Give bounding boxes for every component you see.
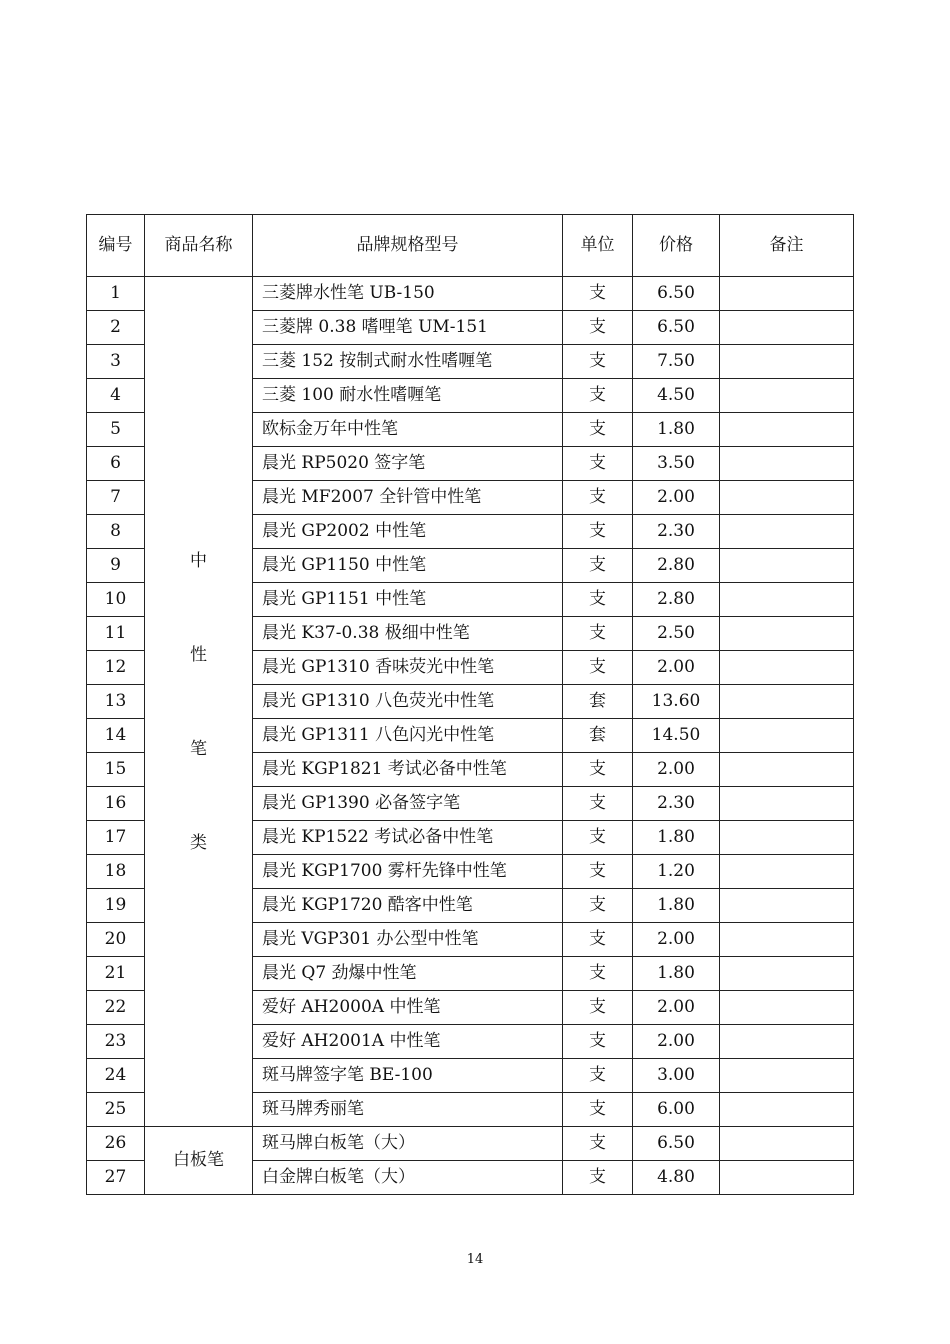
unit: 支: [563, 583, 633, 617]
brand-spec: 晨光 KP1522 考试必备中性笔: [253, 821, 563, 855]
unit: 支: [563, 481, 633, 515]
brand-spec: 晨光 MF2007 全针管中性笔: [253, 481, 563, 515]
row-number: 15: [87, 753, 145, 787]
category-label-vertical: [190, 514, 207, 890]
unit: 套: [563, 719, 633, 753]
brand-spec: 晨光 GP1310 香味荧光中性笔: [253, 651, 563, 685]
unit: 支: [563, 413, 633, 447]
row-number: 25: [87, 1093, 145, 1127]
brand-spec: 晨光 GP2002 中性笔: [253, 515, 563, 549]
price: 6.00: [633, 1093, 720, 1127]
row-number: 26: [87, 1127, 145, 1161]
category-cell: [145, 277, 253, 1127]
brand-spec: 三菱 152 按制式耐水性嗜喱笔: [253, 345, 563, 379]
row-number: 24: [87, 1059, 145, 1093]
brand-spec: 三菱牌 0.38 嗜哩笔 UM-151: [253, 311, 563, 345]
price: 3.00: [633, 1059, 720, 1093]
price: 2.30: [633, 515, 720, 549]
table-header: [87, 215, 854, 277]
brand-spec: 晨光 KGP1700 雾杆先锋中性笔: [253, 855, 563, 889]
brand-spec: 晨光 K37-0.38 极细中性笔: [253, 617, 563, 651]
unit: 支: [563, 889, 633, 923]
row-number: 22: [87, 991, 145, 1025]
unit: 支: [563, 651, 633, 685]
row-number: 12: [87, 651, 145, 685]
header-unit: 单位: [563, 215, 633, 277]
price: 1.80: [633, 889, 720, 923]
row-number: 5: [87, 413, 145, 447]
row-number: 18: [87, 855, 145, 889]
unit: 支: [563, 1093, 633, 1127]
note: [720, 685, 854, 719]
row-number: 20: [87, 923, 145, 957]
unit: 支: [563, 957, 633, 991]
price: 2.00: [633, 1025, 720, 1059]
price: 1.80: [633, 413, 720, 447]
table-body: [87, 277, 854, 1195]
table-row: [87, 277, 854, 311]
price: 14.50: [633, 719, 720, 753]
note: [720, 855, 854, 889]
note: [720, 413, 854, 447]
price: 2.30: [633, 787, 720, 821]
row-number: 17: [87, 821, 145, 855]
brand-spec: 三菱 100 耐水性嗜喱笔: [253, 379, 563, 413]
row-number: 21: [87, 957, 145, 991]
brand-spec: 晨光 GP1311 八色闪光中性笔: [253, 719, 563, 753]
unit: 支: [563, 787, 633, 821]
price: 2.50: [633, 617, 720, 651]
row-number: 6: [87, 447, 145, 481]
price: 2.00: [633, 651, 720, 685]
price: 1.20: [633, 855, 720, 889]
row-number: 16: [87, 787, 145, 821]
brand-spec: 斑马牌秀丽笔: [253, 1093, 563, 1127]
unit: 支: [563, 311, 633, 345]
category-char: 性: [190, 644, 207, 665]
brand-spec: 斑马牌签字笔 BE-100: [253, 1059, 563, 1093]
price: 2.00: [633, 481, 720, 515]
note: [720, 753, 854, 787]
brand-spec: 白金牌白板笔（大）: [253, 1161, 563, 1195]
row-number: 8: [87, 515, 145, 549]
header-price: 价格: [633, 215, 720, 277]
category-char: 类: [190, 832, 207, 853]
unit: 支: [563, 855, 633, 889]
note: [720, 549, 854, 583]
row-number: 9: [87, 549, 145, 583]
note: [720, 311, 854, 345]
note: [720, 345, 854, 379]
brand-spec: 晨光 GP1390 必备签字笔: [253, 787, 563, 821]
table-row: [87, 1127, 854, 1161]
note: [720, 957, 854, 991]
note: [720, 651, 854, 685]
category-cell: 白板笔: [145, 1127, 253, 1195]
header-product-name: 商品名称: [145, 215, 253, 277]
row-number: 10: [87, 583, 145, 617]
note: [720, 821, 854, 855]
note: [720, 787, 854, 821]
unit: 支: [563, 923, 633, 957]
header-note: 备注: [720, 215, 854, 277]
price: 2.00: [633, 991, 720, 1025]
row-number: 19: [87, 889, 145, 923]
unit: 支: [563, 277, 633, 311]
row-number: 14: [87, 719, 145, 753]
brand-spec: 爱好 AH2001A 中性笔: [253, 1025, 563, 1059]
brand-spec: 晨光 KGP1821 考试必备中性笔: [253, 753, 563, 787]
price: 1.80: [633, 957, 720, 991]
unit: 支: [563, 379, 633, 413]
unit: 支: [563, 549, 633, 583]
row-number: 11: [87, 617, 145, 651]
unit: 支: [563, 991, 633, 1025]
note: [720, 379, 854, 413]
row-number: 7: [87, 481, 145, 515]
note: [720, 277, 854, 311]
note: [720, 1161, 854, 1195]
price: 6.50: [633, 1127, 720, 1161]
header-row: [87, 215, 854, 277]
header-no: 编号: [87, 215, 145, 277]
row-number: 1: [87, 277, 145, 311]
note: [720, 515, 854, 549]
header-brand-spec: 品牌规格型号: [253, 215, 563, 277]
price: 13.60: [633, 685, 720, 719]
row-number: 13: [87, 685, 145, 719]
note: [720, 923, 854, 957]
brand-spec: 晨光 GP1150 中性笔: [253, 549, 563, 583]
row-number: 3: [87, 345, 145, 379]
price: 6.50: [633, 311, 720, 345]
unit: 支: [563, 515, 633, 549]
unit: 支: [563, 1025, 633, 1059]
unit: 支: [563, 1127, 633, 1161]
row-number: 2: [87, 311, 145, 345]
unit: 支: [563, 617, 633, 651]
page-number: 14: [466, 1252, 484, 1267]
price: 4.50: [633, 379, 720, 413]
note: [720, 889, 854, 923]
price: 1.80: [633, 821, 720, 855]
brand-spec: 晨光 RP5020 签字笔: [253, 447, 563, 481]
brand-spec: 三菱牌水性笔 UB-150: [253, 277, 563, 311]
brand-spec: 晨光 Q7 劲爆中性笔: [253, 957, 563, 991]
note: [720, 1127, 854, 1161]
note: [720, 719, 854, 753]
price: 6.50: [633, 277, 720, 311]
note: [720, 1093, 854, 1127]
unit: 支: [563, 753, 633, 787]
note: [720, 1025, 854, 1059]
price: 3.50: [633, 447, 720, 481]
price: 2.00: [633, 753, 720, 787]
row-number: 27: [87, 1161, 145, 1195]
note: [720, 583, 854, 617]
category-char: 中: [190, 550, 207, 571]
category-char: 笔: [190, 738, 207, 759]
price-table: [86, 214, 854, 1195]
unit: 支: [563, 821, 633, 855]
brand-spec: 晨光 KGP1720 酷客中性笔: [253, 889, 563, 923]
unit: 支: [563, 1161, 633, 1195]
note: [720, 617, 854, 651]
unit: 套: [563, 685, 633, 719]
unit: 支: [563, 1059, 633, 1093]
row-number: 23: [87, 1025, 145, 1059]
brand-spec: 斑马牌白板笔（大）: [253, 1127, 563, 1161]
unit: 支: [563, 447, 633, 481]
note: [720, 481, 854, 515]
unit: 支: [563, 345, 633, 379]
note: [720, 1059, 854, 1093]
brand-spec: 晨光 GP1310 八色荧光中性笔: [253, 685, 563, 719]
note: [720, 447, 854, 481]
price: 7.50: [633, 345, 720, 379]
price: 2.00: [633, 923, 720, 957]
price: 2.80: [633, 583, 720, 617]
price: 2.80: [633, 549, 720, 583]
brand-spec: 晨光 VGP301 办公型中性笔: [253, 923, 563, 957]
price: 4.80: [633, 1161, 720, 1195]
brand-spec: 爱好 AH2000A 中性笔: [253, 991, 563, 1025]
row-number: 4: [87, 379, 145, 413]
brand-spec: 欧标金万年中性笔: [253, 413, 563, 447]
brand-spec: 晨光 GP1151 中性笔: [253, 583, 563, 617]
note: [720, 991, 854, 1025]
